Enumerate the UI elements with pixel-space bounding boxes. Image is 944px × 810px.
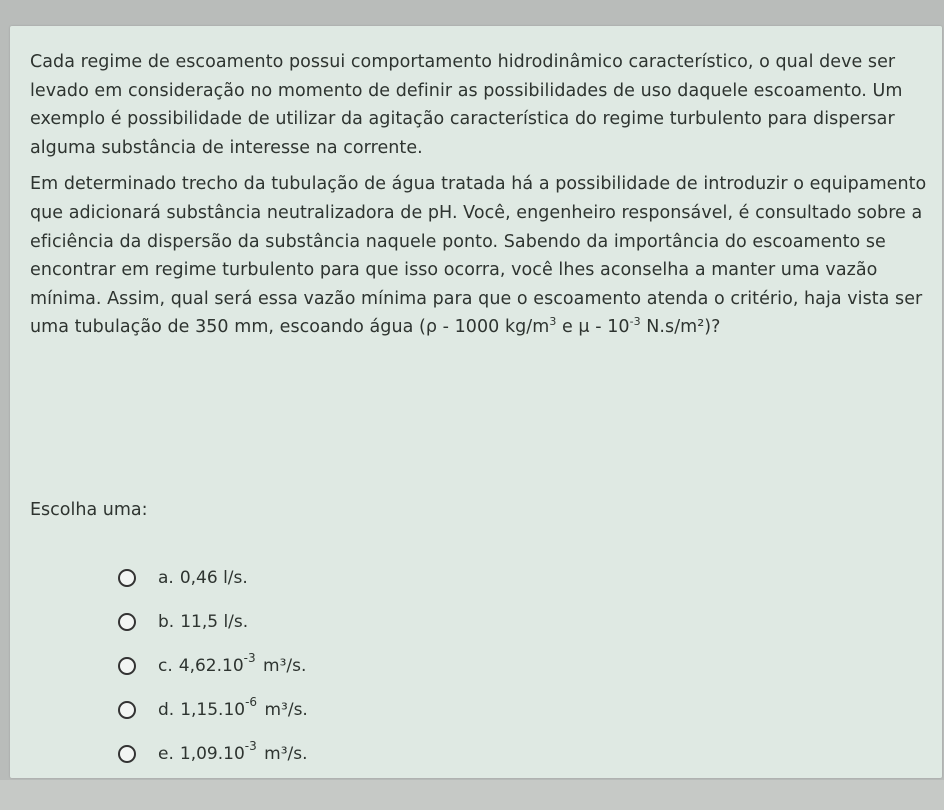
question-paragraph-2-end: N.s/m²)?	[640, 317, 721, 338]
option-b[interactable]	[118, 600, 308, 644]
answer-options	[118, 556, 308, 776]
page-bottom-strip	[0, 780, 944, 810]
option-d-unit: m³/s.	[264, 700, 308, 720]
question-paragraph-2-main: Em determinado trecho da tubulação de água tratada há a possibilidade de introduzir o equipamento que adicionará substância neutralizadora de pH. Você, engenheiro responsável, é consultado sobre a eficiência da dispersão da substância naquele ponto. Sabendo da importância do escoamento se encontrar em regime turbulento para que isso ocorra, você lhes aconselha a manter uma vazão mínima. Assim, qual será essa vazão mínima para que o escoamento atenda o critério, haja vista ser uma tubulação de 350 mm, escoando água (ρ - 1000 kg/m	[30, 174, 927, 338]
radio-button-d[interactable]	[118, 701, 136, 719]
option-e-exponent: -3	[244, 739, 257, 753]
option-text-a: 0,46 l/s.	[179, 568, 248, 588]
option-letter-b: b.	[158, 612, 175, 632]
radio-button-e[interactable]	[118, 745, 136, 763]
radio-button-b[interactable]	[118, 613, 136, 631]
option-d[interactable]	[118, 688, 308, 732]
option-e-base: 1,09.10	[179, 744, 245, 764]
option-c-unit: m³/s.	[263, 656, 307, 676]
option-letter-c: c.	[158, 656, 173, 676]
density-exponent: 3	[549, 315, 557, 329]
choose-one-label: Escolha uma:	[30, 500, 148, 520]
question-paragraph-2	[30, 170, 930, 342]
option-e[interactable]	[118, 732, 308, 776]
radio-button-c[interactable]	[118, 657, 136, 675]
option-letter-a: a.	[158, 568, 174, 588]
radio-button-a[interactable]	[118, 569, 136, 587]
option-text-e	[179, 739, 308, 764]
option-letter-e: e.	[158, 744, 174, 764]
option-e-unit: m³/s.	[264, 744, 308, 764]
viscosity-exponent: -3	[629, 315, 641, 329]
option-text-b: 11,5 l/s.	[180, 612, 249, 632]
question-paragraph-1: Cada regime de escoamento possui comportamento hidrodinâmico característico, o qual deve ser levado em consideração no momento de definir as possibilidades de uso daquele escoamento. Um exemplo é possibilidade de utilizar da agitação característica do regime turbulento para dispersar alguma substância de interesse na corrente.	[30, 52, 903, 158]
option-text-c	[178, 651, 307, 676]
question-card	[10, 26, 942, 778]
option-d-exponent: -6	[245, 695, 258, 709]
option-c[interactable]	[118, 644, 308, 688]
viscosity-text: e μ - 10	[556, 317, 630, 338]
option-d-base: 1,15.10	[180, 700, 246, 720]
option-letter-d: d.	[158, 700, 175, 720]
option-c-exponent: -3	[243, 651, 256, 665]
question-text	[30, 48, 930, 342]
option-text-d	[180, 695, 308, 720]
option-a[interactable]	[118, 556, 308, 600]
option-c-base: 4,62.10	[178, 656, 244, 676]
